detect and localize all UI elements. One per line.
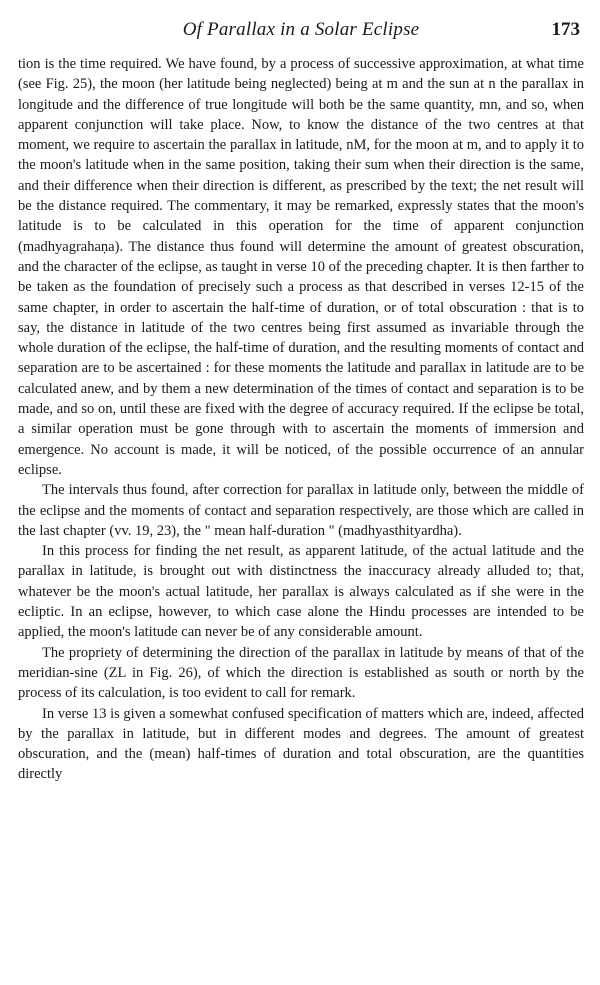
page-number: 173 (551, 19, 580, 40)
paragraph-verse-13: In verse 13 is given a somewhat confused specification of matters which are, indeed, affected by the parallax in latitude, but in different modes and degrees. The amount of greatest obscuration, and the (mean) half-times of duration and total obscuration, are the quantities directly (18, 705, 584, 783)
paragraph-mean-half-duration: The intervals thus found, after correction for parallax in latitude only, between the middle of the eclipse and the moments of contact and separation respectively, are those which are called in the last chapter (vv. 19, 23), the " mean half-duration " (madhyasthityardha). (18, 482, 584, 539)
paragraph-meridian-sine: The propriety of determining the direction of the parallax in latitude by means of that of the meridian-sine (ZL in Fig. 26), of which the direction is established as south or north by the process of its calculation, is too evident to call for remark. (18, 644, 584, 702)
paragraph-net-result: In this process for finding the net result, as apparent latitude, of the actual latitude and the parallax in latitude, is brought out with distinctness the inaccuracy already alluded to; that, whatever be the moon's actual latitude, her parallax is always calculated as if she were in the ecliptic. In an eclipse, however, to which case alone the Hindu processes are intended to be applied, the moon's latitude can never be of any considerable amount. (18, 543, 584, 641)
running-title: Of Parallax in a Solar Eclipse (182, 19, 420, 40)
running-head (18, 16, 584, 50)
body-text (18, 54, 584, 785)
paragraph-continued: tion is the time required. We have found, by a process of successive approximation, at what time (see Fig. 25), the moon (her latitude being neglected) being at m and the sun at n the parallax in longitude and the difference of true longitude will both be the same quantity, mn, and so, when apparent conjunction will take place. Now, to know the distance of the two centres at that moment, we require to ascertain the parallax in latitude, nM, for the moon at m, and to apply it to the moon's latitude when in the same position, taking their sum when their direction is the same, and their difference when their direction is different, as prescribed by the text; the net result will be the distance required. The commentary, it may be remarked, expressly states that the moon's latitude is to be calculated in this operation for the time of apparent conjunction (madhyagrahaṇa). The distance thus found will determine the amount of greatest obscuration, and the character of the eclipse, as taught in verse 10 of the preceding chapter. It is then farther to be taken as the foundation of precisely such a process as that described in verses 12-15 of the same chapter, in order to ascertain the half-time of duration, or of total obscuration : that is to say, the distance in latitude of the two centres being first assumed as invariable through the whole duration of the eclipse, the half-time of duration, and the resulting moments of contact and separation are to be ascertained : for these moments the latitude and parallax in latitude are to be calculated anew, and by them a new determination of the times of contact and separation is to be made, and so on, until these are fixed with the degree of accuracy required. If the eclipse be total, a similar operation must be gone through with to ascertain the moments of immersion and emergence. No account is made, it will be noticed, of the possible occurrence of an annular eclipse. (18, 56, 584, 478)
